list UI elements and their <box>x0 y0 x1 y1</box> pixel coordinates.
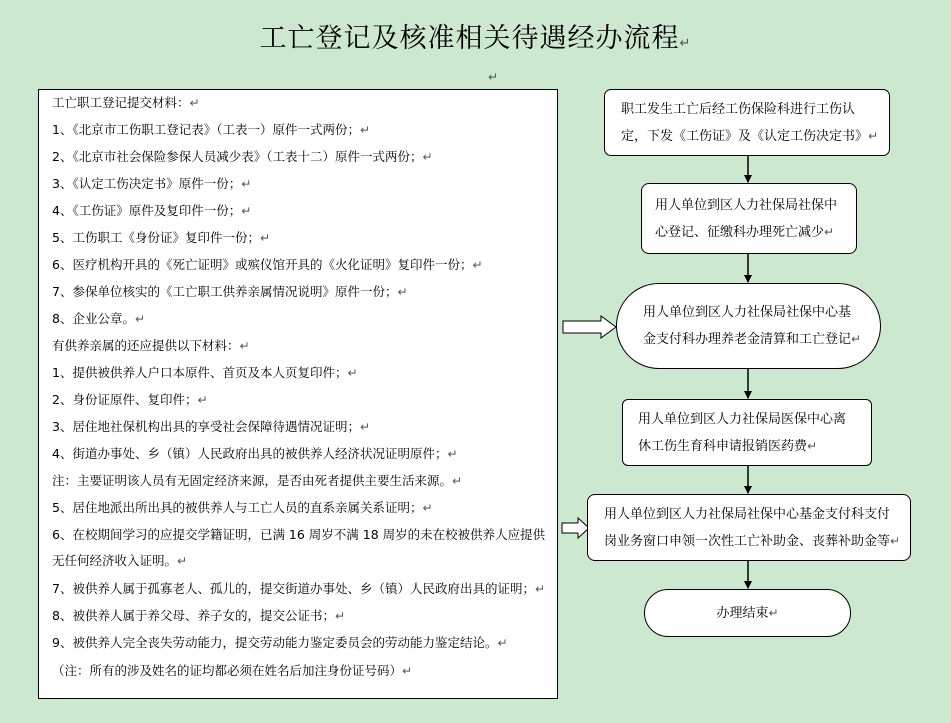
flow-step-text: 用人单位到区人力社保局社保中 <box>655 197 838 213</box>
flow-step-text: 心登记、征缴科办理死亡减少 <box>655 224 825 240</box>
flow-step-death-reduction <box>641 183 857 254</box>
flow-step-text: 用人单位到区人力社保局社保中心基 <box>643 305 852 320</box>
material-line-text: 3、《认定工伤决定书》原件一份； <box>52 176 242 191</box>
block-arrow-right-2 <box>562 518 589 538</box>
flow-step-text: 办理结束 <box>716 605 769 621</box>
flow-step-line <box>638 406 871 433</box>
paragraph-mark-icon: ↵ <box>197 393 208 407</box>
paragraph-mark-icon: ↵ <box>241 204 252 218</box>
flow-step-medical-reimbursement <box>622 399 872 466</box>
material-line-text: 8、企业公章。 <box>52 311 135 326</box>
paragraph-mark-icon: ↵ <box>807 438 818 453</box>
material-line-text: 2、身份证原件、复印件； <box>52 392 198 407</box>
paragraph-mark-icon: ↵ <box>824 224 835 239</box>
material-line-text: 3、居住地社保机构出具的享受社会保障待遇情况证明； <box>52 419 360 434</box>
paragraph-mark-icon: ↵ <box>679 36 692 51</box>
paragraph-mark-icon: ↵ <box>334 609 346 623</box>
material-line-text: 9、被供养人完全丧失劳动能力，提交劳动能力鉴定委员会的劳动能力鉴定结论。 <box>52 635 498 650</box>
flow-step-text: 金支付科办理养老金清算和工亡登记 <box>643 332 852 347</box>
material-line-text: 2、《北京市社会保险参保人员减少表》（工表十二）原件一式两份； <box>52 149 423 164</box>
flow-step-injury-certification <box>604 89 890 156</box>
block-arrow-right-1 <box>563 316 616 338</box>
paragraph-mark-icon: ↵ <box>768 605 779 620</box>
paragraph-mark-icon: ↵ <box>239 339 250 353</box>
paragraph-mark-icon: ↵ <box>397 285 408 299</box>
flow-step-end <box>644 589 851 637</box>
paragraph-mark-icon: ↵ <box>189 96 200 110</box>
flow-step-line <box>655 219 856 246</box>
material-line-text: 5、居住地派出所出具的被供养人与工亡人员的直系亲属关系证明； <box>52 500 423 515</box>
flow-step-subsidy-claim <box>587 494 911 561</box>
flow-step-text: 用人单位到区人力社保局医保中心离 <box>638 411 847 427</box>
paragraph-mark-icon: ↵ <box>447 447 458 461</box>
flow-step-line <box>604 528 910 555</box>
material-line-text: 5、工伤职工《身份证》复印件一份； <box>52 230 260 245</box>
flow-step-line <box>643 299 880 326</box>
flow-step-text: 岗业务窗口申领一次性工亡补助金、丧葬补助金等 <box>604 533 891 549</box>
paragraph-mark-icon: ↵ <box>422 501 433 515</box>
material-line-text: （注：所有的涉及姓名的证均都必须在姓名后加注身份证号码） <box>52 663 403 678</box>
paragraph-mark-icon: ↵ <box>488 70 499 84</box>
flow-step-line <box>621 96 889 123</box>
flow-step-text: 休工伤生育科申请报销医药费 <box>638 438 808 454</box>
flow-step-text: 定，下发《工伤证》及《认定工伤决定书》 <box>621 128 869 144</box>
flow-step-pension-settlement <box>616 283 881 369</box>
paragraph-mark-icon: ↵ <box>359 123 371 137</box>
material-line-text: 7、参保单位核实的《工亡职工供养亲属情况说明》原件一份； <box>52 284 398 299</box>
material-line-text: 有供养亲属的还应提供以下材料： <box>52 338 240 353</box>
paragraph-mark-icon: ↵ <box>134 312 146 326</box>
page-title-text: 工亡登记及核准相关待遇经办流程 <box>259 23 680 54</box>
material-line-text: 无任何经济收入证明。 <box>52 553 178 568</box>
material-line-text: 工亡职工登记提交材料： <box>52 95 190 110</box>
paragraph-mark-icon: ↵ <box>534 582 546 596</box>
flow-step-line <box>604 501 910 528</box>
paragraph-mark-icon: ↵ <box>241 177 252 191</box>
material-line-text: 6、在校期间学习的应提交学籍证明，已满 16 周岁不满 18 周岁的未在校被供养人应提供 <box>52 527 546 542</box>
material-line-text: 1、提供被供养人户口本原件、首页及本人页复印件； <box>52 365 348 380</box>
material-line-text: 4、《工伤证》原件及复印件一份； <box>52 203 242 218</box>
paragraph-mark-icon: ↵ <box>422 150 433 164</box>
flow-step-line <box>643 326 880 353</box>
material-line-text: 7、被供养人属于孤寡老人、孤儿的，提交街道办事处、乡（镇）人民政府出具的证明； <box>52 581 535 596</box>
paragraph-mark-icon: ↵ <box>851 332 862 346</box>
material-line-text: 注：主要证明该人员有无固定经济来源，是否由死者提供主要生活来源。 <box>52 473 453 488</box>
material-line-text: 6、医疗机构开具的《死亡证明》或殡仪馆开具的《火化证明》复印件一份； <box>52 257 473 272</box>
paragraph-mark-icon: ↵ <box>868 128 879 143</box>
paragraph-mark-icon: ↵ <box>452 474 463 488</box>
flow-step-line <box>621 123 889 150</box>
material-line-text: 4、街道办事处、乡（镇）人民政府出具的被供养人经济状况证明原件； <box>52 446 448 461</box>
paragraph-mark-icon: ↵ <box>472 258 483 272</box>
paragraph-mark-icon: ↵ <box>177 554 188 568</box>
flow-step-text: 职工发生工亡后经工伤保险科进行工伤认 <box>621 101 856 117</box>
paragraph-mark-icon: ↵ <box>347 366 358 380</box>
paragraph-mark-icon: ↵ <box>497 636 508 650</box>
material-line-text: 8、被供养人属于养父母、养子女的，提交公证书； <box>52 608 335 623</box>
flow-step-line <box>638 433 871 460</box>
paragraph-mark-icon: ↵ <box>890 533 901 548</box>
flow-step-line <box>655 192 856 219</box>
material-line-text: 1、《北京市工伤职工登记表》（工表一）原件一式两份； <box>52 122 360 137</box>
paragraph-mark-icon: ↵ <box>402 664 413 678</box>
paragraph-mark-icon: ↵ <box>259 231 271 245</box>
flow-step-line <box>645 600 850 627</box>
flow-step-text: 用人单位到区人力社保局社保中心基金支付科支付 <box>604 506 891 522</box>
paragraph-mark-icon: ↵ <box>359 420 371 434</box>
